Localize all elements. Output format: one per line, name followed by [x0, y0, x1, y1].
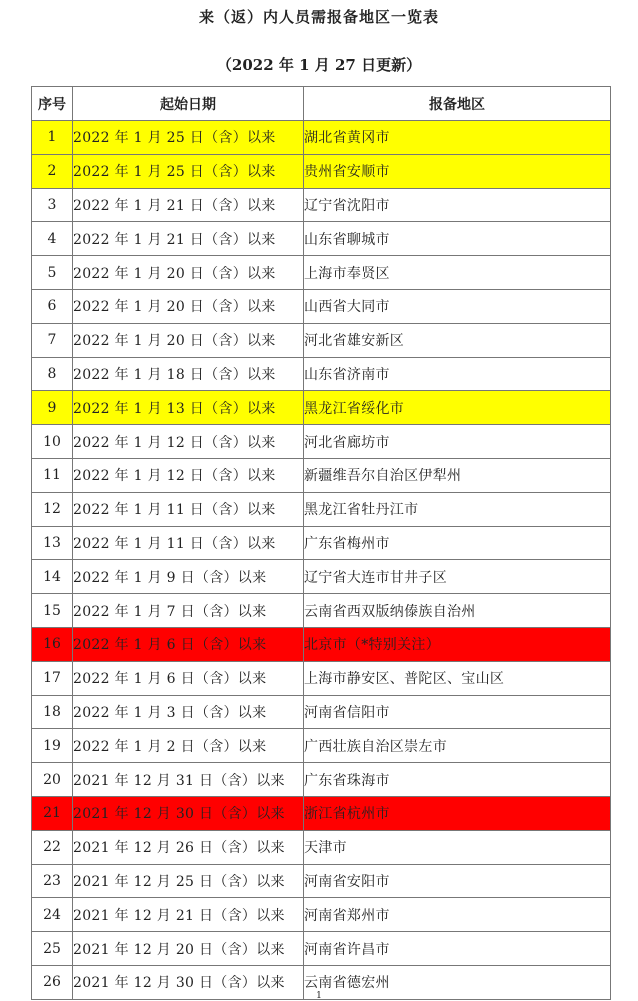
table-row: [32, 560, 611, 594]
row-serial-number: 9: [32, 391, 73, 425]
row-start-date: 2022 年 1 月 11 日（含）以来: [73, 492, 304, 526]
row-serial-number: 4: [32, 222, 73, 256]
row-report-area: 上海市静安区、普陀区、宝山区: [304, 661, 611, 695]
table-row: [32, 729, 611, 763]
row-start-date: 2021 年 12 月 30 日（含）以来: [73, 965, 304, 999]
document-title: 来（返）内人员需报备地区一览表: [198, 8, 439, 26]
table-row: [32, 695, 611, 729]
row-start-date: 2021 年 12 月 30 日（含）以来: [73, 796, 304, 830]
table-row: [32, 323, 611, 357]
table-row: [32, 526, 611, 560]
table-row: [32, 796, 611, 830]
row-serial-number: 10: [32, 425, 73, 459]
table-row: [32, 932, 611, 966]
table-row: [32, 830, 611, 864]
table-row: [32, 222, 611, 256]
row-serial-number: 2: [32, 154, 73, 188]
row-start-date: 2022 年 1 月 9 日（含）以来: [73, 560, 304, 594]
row-serial-number: 18: [32, 695, 73, 729]
row-start-date: 2022 年 1 月 6 日（含）以来: [73, 661, 304, 695]
row-report-area: 黑龙江省牡丹江市: [304, 492, 611, 526]
row-serial-number: 25: [32, 932, 73, 966]
row-start-date: 2022 年 1 月 6 日（含）以来: [73, 627, 304, 661]
row-serial-number: 3: [32, 188, 73, 222]
row-report-area: 浙江省杭州市: [304, 796, 611, 830]
row-report-area: 河北省雄安新区: [304, 323, 611, 357]
row-serial-number: 1: [32, 121, 73, 155]
row-report-area: 云南省西双版纳傣族自治州: [304, 594, 611, 628]
row-report-area: 河南省安阳市: [304, 864, 611, 898]
row-start-date: 2022 年 1 月 25 日（含）以来: [73, 121, 304, 155]
page-number: 1: [316, 991, 322, 1001]
row-report-area: 山东省济南市: [304, 357, 611, 391]
row-start-date: 2022 年 1 月 20 日（含）以来: [73, 323, 304, 357]
table-row: [32, 289, 611, 323]
row-serial-number: 7: [32, 323, 73, 357]
row-start-date: 2022 年 1 月 7 日（含）以来: [73, 594, 304, 628]
row-start-date: 2022 年 1 月 20 日（含）以来: [73, 289, 304, 323]
row-serial-number: 12: [32, 492, 73, 526]
row-serial-number: 11: [32, 458, 73, 492]
row-start-date: 2022 年 1 月 13 日（含）以来: [73, 391, 304, 425]
row-start-date: 2022 年 1 月 2 日（含）以来: [73, 729, 304, 763]
row-serial-number: 23: [32, 864, 73, 898]
row-report-area: 新疆维吾尔自治区伊犁州: [304, 458, 611, 492]
row-report-area: 广东省梅州市: [304, 526, 611, 560]
row-serial-number: 15: [32, 594, 73, 628]
row-report-area: 贵州省安顺市: [304, 154, 611, 188]
row-start-date: 2022 年 1 月 21 日（含）以来: [73, 222, 304, 256]
row-start-date: 2021 年 12 月 26 日（含）以来: [73, 830, 304, 864]
table-row: [32, 661, 611, 695]
row-start-date: 2022 年 1 月 12 日（含）以来: [73, 458, 304, 492]
row-report-area: 黑龙江省绥化市: [304, 391, 611, 425]
row-report-area: 广东省珠海市: [304, 763, 611, 797]
row-start-date: 2022 年 1 月 20 日（含）以来: [73, 256, 304, 290]
table-header-row: [32, 87, 611, 121]
row-serial-number: 26: [32, 965, 73, 999]
table-row: [32, 154, 611, 188]
row-report-area: 山东省聊城市: [304, 222, 611, 256]
row-serial-number: 13: [32, 526, 73, 560]
row-report-area: 河北省廊坊市: [304, 425, 611, 459]
header-report-area: 报备地区: [304, 87, 611, 121]
row-serial-number: 5: [32, 256, 73, 290]
row-start-date: 2021 年 12 月 25 日（含）以来: [73, 864, 304, 898]
table-row: [32, 357, 611, 391]
row-report-area: 天津市: [304, 830, 611, 864]
row-report-area: 辽宁省沈阳市: [304, 188, 611, 222]
row-report-area: 河南省许昌市: [304, 932, 611, 966]
row-start-date: 2022 年 1 月 12 日（含）以来: [73, 425, 304, 459]
table-row: [32, 121, 611, 155]
table-row: [32, 256, 611, 290]
row-report-area: 北京市（*特别关注）: [304, 627, 611, 661]
row-report-area: 河南省信阳市: [304, 695, 611, 729]
table-row: [32, 391, 611, 425]
row-report-area: 湖北省黄冈市: [304, 121, 611, 155]
row-report-area: 山西省大同市: [304, 289, 611, 323]
row-serial-number: 6: [32, 289, 73, 323]
table-row: [32, 492, 611, 526]
table-row: [32, 458, 611, 492]
row-start-date: 2022 年 1 月 11 日（含）以来: [73, 526, 304, 560]
table-row: [32, 627, 611, 661]
row-start-date: 2022 年 1 月 3 日（含）以来: [73, 695, 304, 729]
row-report-area: 上海市奉贤区: [304, 256, 611, 290]
row-report-area: 河南省郑州市: [304, 898, 611, 932]
row-serial-number: 22: [32, 830, 73, 864]
row-start-date: 2021 年 12 月 21 日（含）以来: [73, 898, 304, 932]
header-serial-number: 序号: [32, 87, 73, 121]
row-serial-number: 20: [32, 763, 73, 797]
row-serial-number: 17: [32, 661, 73, 695]
table-row: [32, 425, 611, 459]
row-start-date: 2022 年 1 月 25 日（含）以来: [73, 154, 304, 188]
row-serial-number: 8: [32, 357, 73, 391]
table-row: [32, 763, 611, 797]
row-serial-number: 24: [32, 898, 73, 932]
row-start-date: 2022 年 1 月 18 日（含）以来: [73, 357, 304, 391]
table-row: [32, 898, 611, 932]
row-start-date: 2021 年 12 月 31 日（含）以来: [73, 763, 304, 797]
row-report-area: 辽宁省大连市甘井子区: [304, 560, 611, 594]
table-body: [32, 121, 611, 1000]
row-start-date: 2022 年 1 月 21 日（含）以来: [73, 188, 304, 222]
row-serial-number: 21: [32, 796, 73, 830]
table-row: [32, 864, 611, 898]
report-areas-table: [31, 86, 611, 1000]
row-report-area: 云南省德宏州: [304, 965, 611, 999]
row-start-date: 2021 年 12 月 20 日（含）以来: [73, 932, 304, 966]
update-date-subtitle: （2022 年 1 月 27 日更新）: [216, 56, 422, 74]
header-start-date: 起始日期: [73, 87, 304, 121]
row-report-area: 广西壮族自治区崇左市: [304, 729, 611, 763]
table-row: [32, 188, 611, 222]
table-row: [32, 594, 611, 628]
row-serial-number: 16: [32, 627, 73, 661]
row-serial-number: 19: [32, 729, 73, 763]
row-serial-number: 14: [32, 560, 73, 594]
